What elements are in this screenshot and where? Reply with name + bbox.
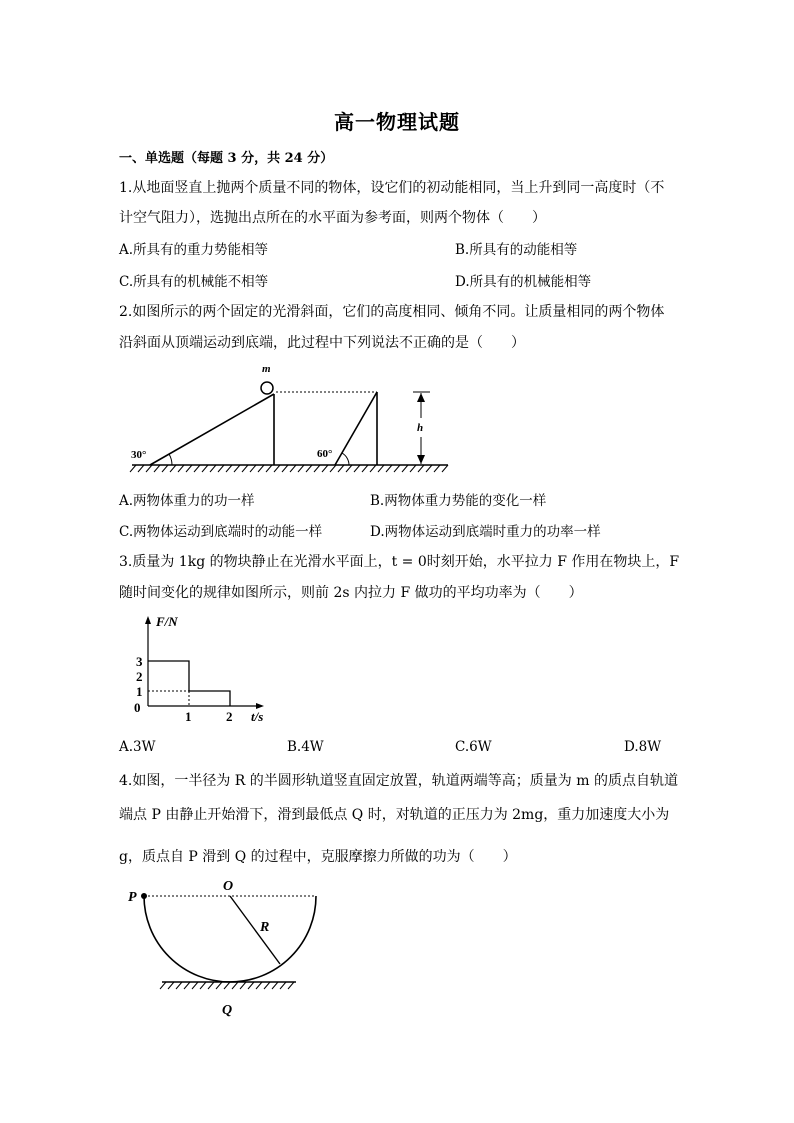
y-tick-label-3: 3 (136, 654, 143, 669)
angle-60-label: 60° (317, 448, 333, 460)
q2-stem-line1: 2.如图所示的两个固定的光滑斜面，它们的高度相同、倾角不同。让质量相同的两个物体 (119, 304, 665, 320)
q2-option-a: A.两物体重力的功一样 (119, 493, 255, 509)
p-label: P (128, 890, 137, 905)
q2-option-c: C.两物体运动到底端时的动能一样 (119, 524, 323, 540)
q1-stem-line1: 1.从地面竖直上抛两个质量不同的物体，设它们的初动能相同，当上升到同一高度时（不 (119, 180, 665, 196)
y-axis-label: F/N (156, 614, 178, 629)
ground-hatching (130, 465, 448, 472)
q2-option-b: B.两物体重力势能的变化一样 (370, 493, 547, 509)
q3-option-b: B.4W (287, 739, 324, 755)
q2-option-d: D.两物体运动到底端时重力的功率一样 (370, 524, 601, 540)
y-tick-label-1: 1 (136, 684, 143, 699)
point-p (141, 893, 147, 899)
x-axis-label: t/s (251, 709, 264, 724)
origin-label: 0 (134, 700, 141, 715)
y-axis-arrow (145, 616, 151, 624)
q4-stem-line3: g，质点自 P 滑到 Q 的过程中，克服摩擦力所做的功为（ ） (119, 849, 517, 865)
angle-30-arc (169, 454, 172, 465)
q1-option-b: B.所具有的动能相等 (455, 242, 578, 258)
r-label: R (260, 920, 270, 935)
q4-stem-line2: 端点 P 由静止开始滑下，滑到最低点 Q 时，对轨道的正压力为 2mg，重力加速度大小为 (119, 807, 670, 823)
height-label: h (417, 422, 424, 434)
angle-60-arc (342, 453, 349, 465)
h-arrow-down-head (417, 455, 425, 464)
incline-30 (150, 394, 274, 465)
q2-stem-line2: 沿斜面从顶端运动到底端，此过程中下列说法不正确的是（ ） (119, 335, 525, 351)
q1-stem-line2: 计空气阻力），选抛出点所在的水平面为参考面，则两个物体（ ） (119, 210, 546, 226)
q3-stem-line2: 随时间变化的规律如图所示，则前 2s 内拉力 F 做功的平均功率为（ ） (119, 585, 583, 601)
q3-option-c: C.6W (455, 739, 492, 755)
q3-option-d: D.8W (624, 739, 662, 755)
x-tick-label-1: 1 (185, 709, 192, 724)
page-title: 高一物理试题 (334, 110, 460, 134)
semicircle-track-figure (120, 876, 320, 1021)
q1-option-c: C.所具有的机械能不相等 (119, 274, 269, 290)
semicircle-track (144, 896, 316, 982)
section-heading: 一、单选题（每题 3 分，共 24 分） (119, 151, 334, 166)
q1-option-a: A.所具有的重力势能相等 (119, 242, 269, 258)
x-tick-label-2: 2 (226, 709, 233, 724)
inclines-figure (120, 362, 460, 474)
floor-hatching (160, 982, 294, 989)
o-label: O (223, 879, 234, 894)
force-time-chart (120, 608, 280, 728)
mass-label: m (262, 363, 271, 375)
y-tick-label-2: 2 (136, 669, 143, 684)
radius-line (230, 896, 280, 964)
q1-option-d: D.所具有的机械能相等 (455, 274, 592, 290)
angle-30-label: 30° (131, 449, 147, 461)
incline-60 (335, 392, 377, 465)
q4-stem-line1: 4.如图，一半径为 R 的半圆形轨道竖直固定放置，轨道两端等高；质量为 m 的质点自轨道 (119, 773, 678, 789)
q3-stem-line1: 3.质量为 1kg 的物块静止在光滑水平面上，t = 0时刻开始，水平拉力 F 作用在物块上，F (119, 554, 680, 570)
q-label: Q (222, 1003, 233, 1018)
q3-option-a: A.3W (119, 739, 156, 755)
h-arrow-up-head (417, 393, 425, 402)
mass-ball (261, 382, 273, 394)
